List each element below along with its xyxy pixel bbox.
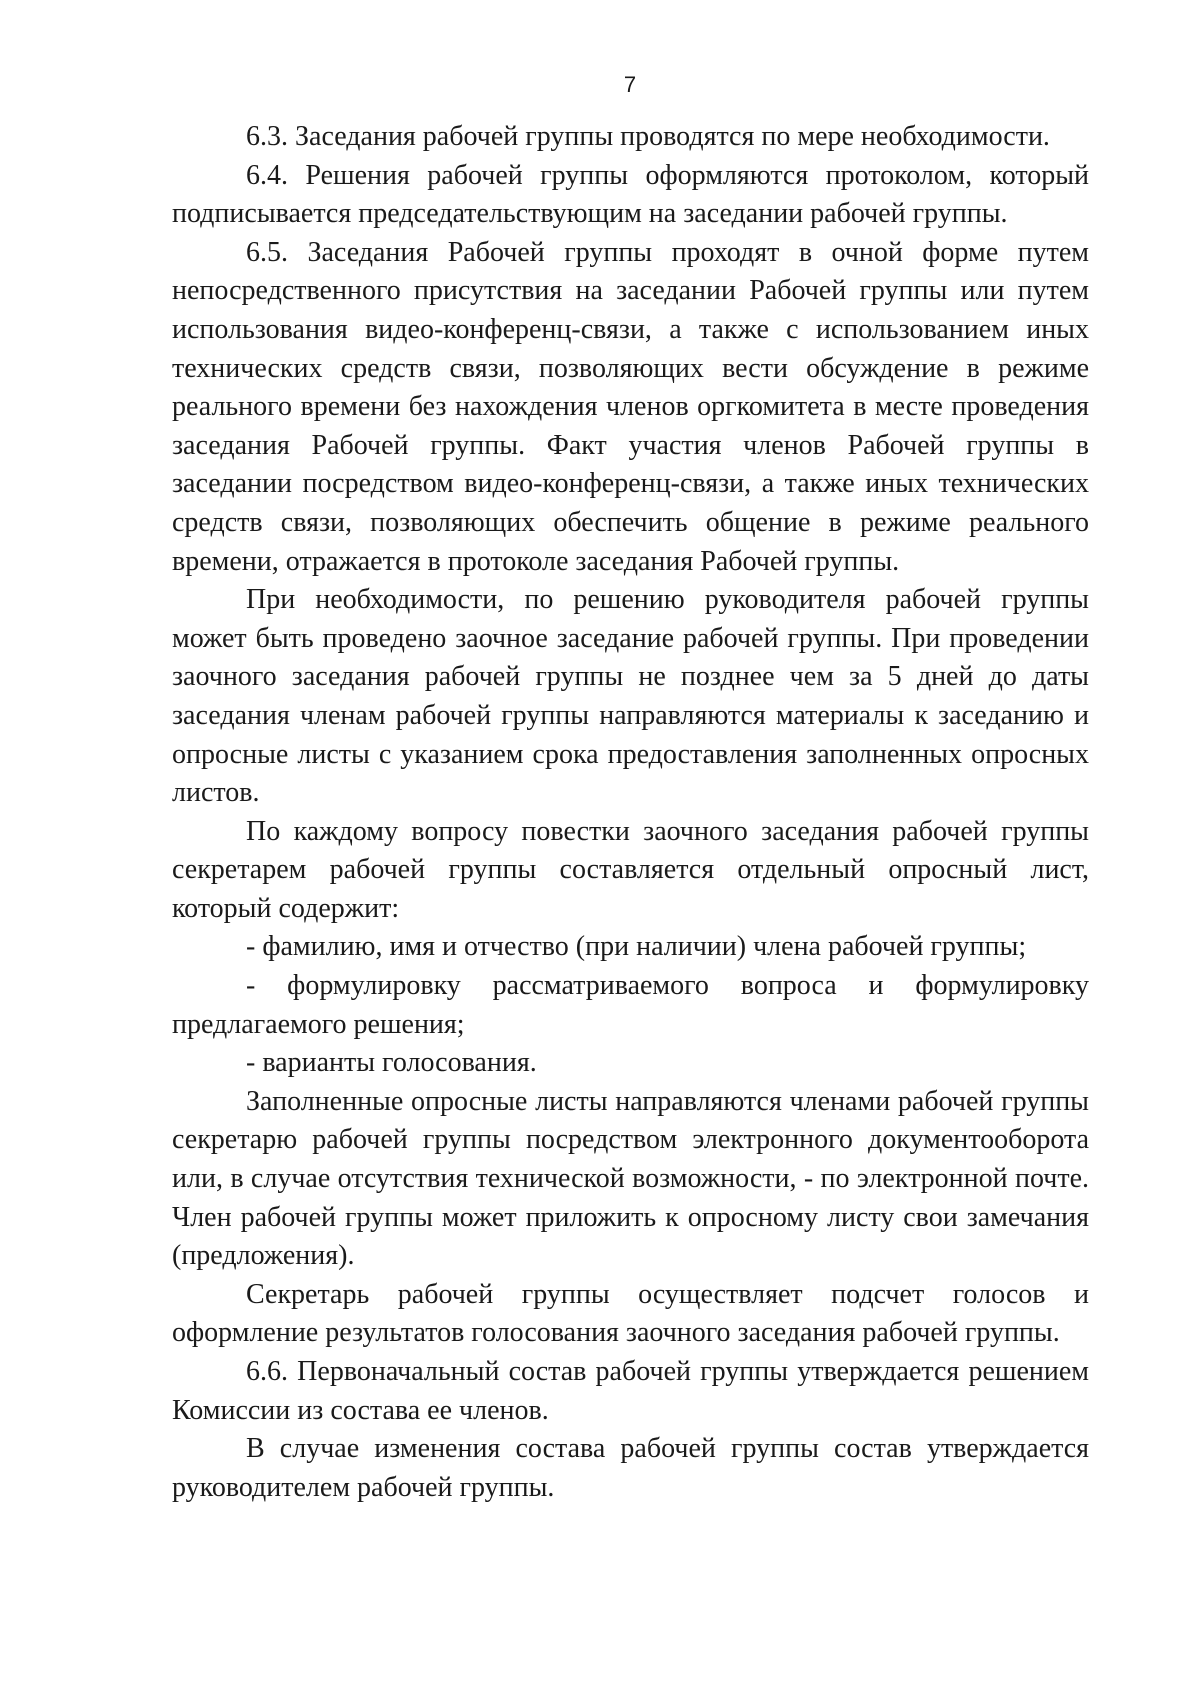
paragraph-6-5: 6.5. Заседания Рабочей группы проходят в очной форме путем непосредственного присутствия на заседании Рабочей группы или путем использования видео-конференц-связи, а также с использованием иных технических средств связи, позволяющих вести обсуждение в режиме реального времени без нахождения членов оргкомитета в месте проведения заседания Рабочей группы. Факт участия членов Рабочей группы в заседании посредством видео-конференц-связи, а также иных технических средств связи, позволяющих обеспечить общение в режиме реального времени, отражается в протоколе заседания Рабочей группы.	[172, 236, 1089, 577]
paragraph-6-6: 6.6. Первоначальный состав рабочей группы утверждается решением Комиссии из состава ее членов.	[172, 1356, 1089, 1426]
paragraph-composition-change: В случае изменения состава рабочей группы состав утверждается руководителем рабочей группы.	[172, 1433, 1089, 1503]
paragraph-absentee-meeting: При необходимости, по решению руководителя рабочей группы может быть проведено заочное заседание рабочей группы. При проведении заочного заседания рабочей группы не позднее чем за 5 дней до даты заседания членам рабочей группы направляются материалы к заседанию и опросные листы с указанием срока предоставления заполненных опросных листов.	[172, 584, 1089, 809]
page-number: 7	[623, 72, 637, 97]
paragraph-questionnaire: По каждому вопросу повестки заочного заседания рабочей группы секретарем рабочей группы составляется отдельный опросный лист, который содержит:	[172, 815, 1089, 924]
paragraph-6-4: 6.4. Решения рабочей группы оформляются протоколом, который подписывается председательствующим на заседании рабочей группы.	[172, 159, 1089, 230]
paragraph-6-3: 6.3. Заседания рабочей группы проводятся по мере необходимости.	[246, 121, 1050, 152]
list-item-wording: - формулировку рассматриваемого вопроса и формулировку предлагаемого решения;	[172, 970, 1089, 1040]
paragraph-filled-questionnaires: Заполненные опросные листы направляются членами рабочей группы секретарю рабочей группы посредством электронного документооборота или, в случае отсутствия технической возможности, - по электронной почте. Член рабочей группы может приложить к опросному листу свои замечания (предложения).	[172, 1085, 1089, 1272]
document-body	[172, 118, 1089, 1507]
list-item-full-name: - фамилию, имя и отчество (при наличии) члена рабочей группы;	[246, 931, 1027, 963]
list-item-voting-options: - варианты голосования.	[246, 1047, 537, 1079]
paragraph-secretary-count: Секретарь рабочей группы осуществляет подсчет голосов и оформление результатов голосования заочного заседания рабочей группы.	[172, 1278, 1089, 1349]
